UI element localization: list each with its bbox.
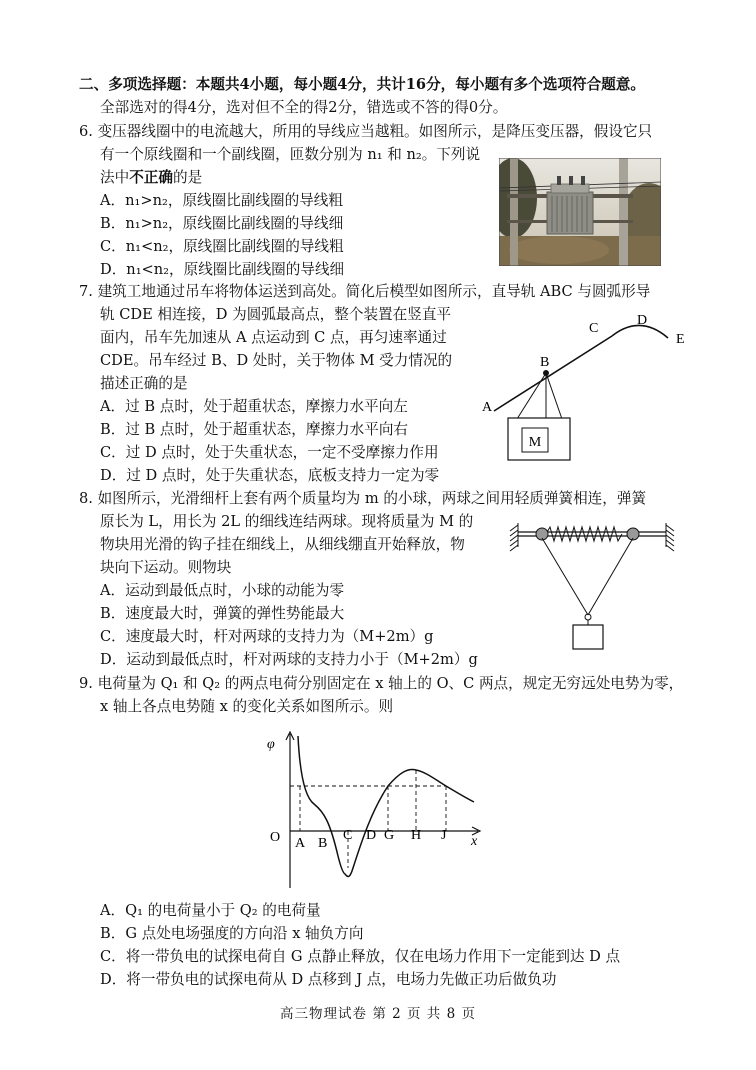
q6-line-3	[100, 166, 202, 190]
label-a: A	[482, 400, 493, 415]
q8-option-b: B．速度最大时，弹簧的弹性势能最大	[100, 605, 345, 622]
q8-line-1: 8. 如图所示，光滑细杆上套有两个质量均为 m 的小球，两球之间用轻质弹簧相连，弹簧	[79, 490, 647, 507]
q7-option-a: A．过 B 点时，处于超重状态，摩擦力水平向左	[100, 398, 408, 415]
label-phi: φ	[267, 737, 275, 752]
q9-line-1: 9. 电荷量为 Q₁ 和 Q₂ 的两点电荷分别固定在 x 轴上的 O、C 两点，规定无穷远处电势为零，	[79, 675, 684, 692]
label-axis-j: J	[441, 828, 447, 843]
q9-option-b: B．G 点处电场强度的方向沿 x 轴负方向	[100, 925, 364, 942]
q7-line-4: CDE。吊车经过 B、D 处时，关于物体 M 受力情况的	[100, 352, 453, 369]
q8-option-c: C．速度最大时，杆对两球的支持力为（M+2m）g	[100, 628, 434, 645]
label-axis-d: D	[366, 828, 377, 843]
q7-option-b: B．过 B 点时，处于超重状态，摩擦力水平向右	[100, 421, 409, 438]
q8-line-2: 原长为 L，用长为 2L 的细线连结两球。现将质量为 M 的	[100, 513, 474, 530]
q7-line-5: 描述正确的是	[100, 375, 188, 392]
spring-rod-diagram	[496, 515, 686, 655]
q6-option-d: D．n₁<n₂，原线圈比副线圈的导线细	[100, 261, 345, 278]
q7-line-3: 面内，吊车先加速从 A 点运动到 C 点，再匀速率通过	[100, 329, 447, 346]
q8-option-a: A．运动到最低点时，小球的动能为零	[100, 582, 345, 599]
q7-line-2: 轨 CDE 相连接，D 为圆弧最高点，整个装置在竖直平	[100, 306, 452, 323]
q7-option-d: D．过 D 点时，处于失重状态，底板支持力一定为零	[100, 467, 440, 484]
q8-option-d: D．运动到最低点时，杆对两球的支持力小于（M+2m）g	[100, 651, 478, 668]
q7-option-c: C．过 D 点时，处于失重状态，一定不受摩擦力作用	[100, 444, 439, 461]
q9-option-a: A．Q₁ 的电荷量小于 Q₂ 的电荷量	[100, 902, 321, 919]
label-b: B	[540, 355, 550, 370]
label-axis-b: B	[318, 836, 328, 851]
q6-option-b: B．n₁>n₂，原线圈比副线圈的导线细	[100, 215, 344, 232]
q8-line-4: 块向下运动。则物块	[100, 559, 232, 576]
crane-track-diagram	[472, 310, 692, 482]
q6-line-1: 6. 变压器线圈中的电流越大，所用的导线应当越粗。如图所示，是降压变压器，假设它只	[79, 123, 653, 140]
potential-graph	[258, 728, 498, 890]
label-axis-c: C	[343, 828, 353, 843]
label-e: E	[676, 332, 685, 347]
q6-line-2: 有一个原线圈和一个副线圈，匝数分别为 n₁ 和 n₂。下列说	[100, 146, 481, 163]
label-m: M	[528, 435, 542, 450]
q9-option-d: D．将一带负电的试探电荷从 D 点移到 J 点，电场力先做正功后做负功	[100, 971, 557, 988]
section-scoring: 全部选对的得4分，选对但不全的得2分，错选或不答的得0分。	[100, 99, 508, 116]
label-o: O	[270, 830, 281, 845]
q7-line-1: 7. 建筑工地通过吊车将物体运送到高处。简化后模型如图所示，直导轨 ABC 与圆弧形导	[79, 283, 651, 300]
q6-line-3-prefix: 法中	[100, 169, 130, 186]
label-axis-a: A	[295, 836, 306, 851]
q6-option-c: C．n₁<n₂，原线圈比副线圈的导线粗	[100, 238, 344, 255]
label-axis-x: x	[471, 834, 478, 849]
section-heading: 二、多项选择题：本题共4小题，每小题4分，共计16分，每小题有多个选项符合题意。	[79, 76, 645, 93]
q8-line-3: 物块用光滑的钩子挂在细线上，从细线绷直开始释放，物	[100, 536, 465, 553]
q9-line-2: x 轴上各点电势随 x 的变化关系如图所示。则	[100, 698, 394, 715]
q9-option-c: C．将一带负电的试探电荷自 G 点静止释放，仅在电场力作用下一定能到达 D 点	[100, 948, 621, 965]
q6-line-3-suffix: 的是	[173, 169, 203, 186]
label-c: C	[589, 321, 599, 336]
label-d: D	[637, 313, 648, 328]
transformer-photo	[499, 158, 661, 266]
page-footer: 高三物理试卷 第 2 页 共 8 页	[280, 1006, 476, 1022]
label-axis-h: H	[411, 828, 422, 843]
label-axis-g: G	[384, 828, 395, 843]
q6-option-a: A．n₁>n₂，原线圈比副线圈的导线粗	[100, 192, 343, 209]
q6-emphasis: 不正确	[129, 169, 173, 186]
